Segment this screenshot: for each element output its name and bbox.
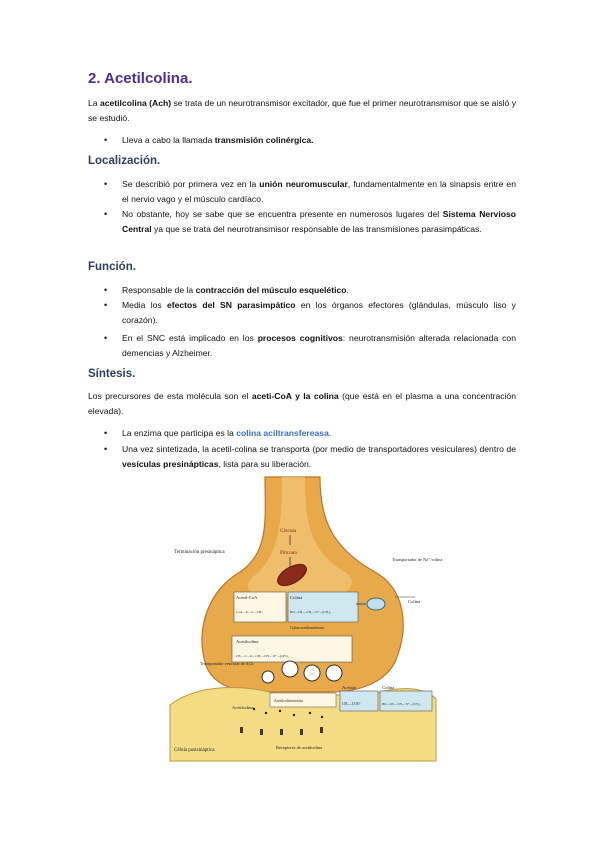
vesicle-icon	[304, 665, 320, 681]
colina-bottom-box	[380, 691, 432, 711]
sintesis-paragraph	[88, 389, 516, 418]
sint2-c: , lista para su liberación.	[218, 458, 312, 469]
sint-item-1	[122, 426, 516, 441]
func2-a: Media los	[122, 300, 167, 310]
coa-formula: CoA—S—C—CH₃	[236, 610, 263, 614]
sint-item-2	[122, 442, 516, 471]
localizacion-heading: Localización.	[88, 155, 161, 167]
intro-paragraph	[88, 96, 516, 125]
loc2-bold: Sistema Nervioso Central	[122, 209, 516, 234]
sint1-c: .	[328, 428, 332, 438]
sint1-a: La enzima que participa es la	[122, 428, 237, 438]
func1-bold: contracción del músculo esquelético	[195, 285, 347, 295]
piruvato-label: Piruvato	[280, 551, 297, 556]
bullet-icon: •	[104, 444, 108, 454]
acetilcolinesterasa-label: Acetilcolinesterasa	[274, 699, 303, 703]
terminal-label: Terminación presináptica	[174, 550, 225, 555]
func-item-3	[122, 331, 516, 360]
acetato-box	[340, 691, 378, 711]
bullet-icon: •	[104, 333, 108, 343]
colina-top-label: Colina	[290, 595, 303, 600]
loc2-a: No obstante, hoy se sabe que se encuentra presente en numerosos lugares del	[122, 209, 443, 219]
sint-a: Los precursores de esta molécula son el	[88, 391, 252, 401]
func3-bold: procesos cognitivos	[257, 333, 343, 343]
colina-formula: HO—CH₂—CH₂—N⁺—(CH₃)₃	[290, 610, 332, 614]
bullet-icon: •	[104, 428, 108, 438]
sint1-blue: colina aciltransfereasa	[236, 428, 329, 438]
func-item-2	[122, 298, 516, 327]
ach-formula: CH₃—C—O—CH₂—CH₂—N⁺—(CH₃)₃	[236, 654, 289, 658]
funcion-heading: Función.	[88, 261, 136, 273]
colina-bottom-label: Colina	[382, 685, 395, 690]
vesicle-icon	[326, 665, 342, 681]
bullet-icon: •	[104, 300, 108, 310]
loc2-c: ya que se trata del neurotransmisor responsable de las transmisiones parasimpáticas.	[151, 223, 482, 234]
acetato-label: Acetato	[342, 685, 357, 690]
func2-bold: efectos del SN parasimpático	[166, 300, 296, 310]
na-colina-transporter	[367, 598, 385, 610]
sintesis-heading: Síntesis.	[88, 368, 136, 380]
func3-a: En el SNC está implicado en los	[122, 333, 258, 343]
acetilcolina-box-label: Acetilcolina	[236, 639, 259, 644]
intro-bullet-text: Lleva a cabo la llamada	[122, 135, 215, 145]
intro-bullet-bold: transmisión colinérgica.	[214, 135, 314, 145]
celula-post-label: Célula postsináptica	[174, 748, 215, 753]
transportador-ves-label: Transportador vesicular de ACh	[200, 661, 254, 666]
section-heading: 2. Acetilcolina.	[88, 70, 193, 87]
sint2-bold: vesículas presinápticas	[122, 458, 219, 469]
bullet-icon: •	[104, 209, 108, 219]
loc-item-1	[122, 177, 516, 206]
sint2-a: Una vez sintetizada, la acetil-colina se transporta (por medio de transportadores vesiculares) dentro de	[122, 444, 516, 454]
sint-c: (que está en el plasma a una concentración elevada).	[88, 391, 516, 416]
receptores-label: Receptores de acetilcolina	[276, 745, 323, 750]
acetato-formula: CH₃—COO⁻	[342, 702, 362, 706]
loc-item-2	[122, 207, 516, 236]
func-item-1	[122, 283, 516, 298]
intro-bullet	[122, 133, 516, 148]
glucosa-label: Glucosa	[280, 529, 297, 534]
loc1-a: Se describió por primera vez en la	[122, 179, 260, 189]
colina-acil-label: Colina acetiltransferasa	[290, 626, 324, 630]
acetil-coa-label: Acetil-CoA	[236, 595, 258, 600]
vesicle-icon	[262, 671, 274, 683]
synapse-diagram	[170, 477, 443, 761]
colina-formula-2: HO—CH₂—CH₂—N⁺—(CH₃)₃	[382, 702, 421, 706]
colina-right-label: Colina	[408, 599, 421, 604]
transportador-na-label: Transportador de Na⁺/colina	[392, 557, 443, 562]
intro-bold: acetilcolina (Ach)	[99, 98, 172, 108]
loc1-bold: unión neuromuscular	[259, 179, 348, 189]
func1-c: .	[346, 285, 349, 295]
synapse-figure	[170, 477, 443, 761]
func2-c: en los órganos efectores (glándulas, músculo liso y corazón).	[122, 300, 516, 325]
bullet-icon: •	[104, 179, 108, 189]
sint-bold: aceti-CoA y la colina	[251, 391, 339, 401]
func3-c: : neurotransmisión alterada relacionada con demencias y Alzheimer.	[122, 333, 516, 358]
loc1-c: , fundamentalmente en la sinapsis entre en el nervio vago y el músculo cardíaco.	[122, 179, 516, 204]
acetilcolina-left-label: Acetilcolina	[232, 705, 254, 710]
intro-text-a: La	[88, 98, 100, 108]
bullet-icon: •	[104, 135, 108, 145]
func1-a: Responsable de la	[122, 285, 196, 295]
bullet-icon: •	[104, 285, 108, 295]
vesicle-icon	[282, 661, 298, 677]
intro-text-c: se trata de un neurotransmisor excitador, que fue el primer neurotransmisor que se aisló y se estudió.	[88, 98, 516, 123]
